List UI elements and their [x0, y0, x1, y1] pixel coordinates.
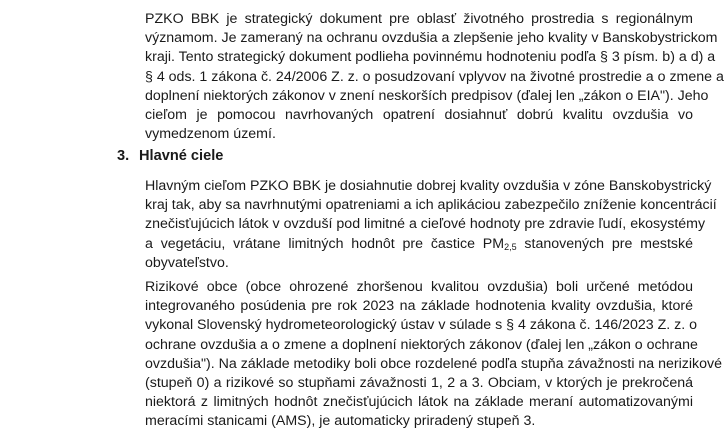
text-line: meracími stanicami (AMS), je automaticky priradený stupeň 3.	[145, 413, 536, 430]
intro-paragraph	[145, 10, 724, 144]
text-line: integrovaného posúdenia pre rok 2023 na základe hodnotenia kvality ovzdušia, ktoré	[145, 298, 693, 315]
text-line: cieľom je pomocou navrhovaných opatrení dosiahnuť dobrú kvalitu ovzdušia vo	[145, 106, 693, 123]
text-line: niektorá z limitných hodnôt znečisťujúcich látok na základe meraní automatizovanými	[145, 394, 693, 411]
text-line: (stupeň 0) a rizikové so stupňami závažnosti 1, 2 a 3. Obciam, v ktorých je prekročená	[145, 374, 693, 391]
text-line: vykonal Slovenský hydrometeorologický ústav v súlade s § 4 zákona č. 146/2023 Z. z. o	[145, 317, 698, 334]
text-line: ovzdušia"). Na základe metodiky boli obce rozdelené podľa stupňa závažnosti na nerizikové	[145, 355, 723, 372]
section-title: Hlavné ciele	[139, 148, 224, 164]
text-fragment: a vegetáciu, vrátane limitných hodnôt pre častice PM	[145, 235, 505, 252]
text-line: významom. Je zameraný na ochranu ovzdušia a zlepšenie jeho kvality v Banskobystrickom	[145, 30, 718, 47]
text-line: Hlavným cieľom PZKO BBK je dosiahnutie dobrej kvality ovzdušia v zóne Banskobystrický	[145, 178, 712, 194]
section-heading	[117, 147, 223, 166]
text-line-with-subscript	[145, 235, 693, 254]
text-line: kraji. Tento strategický dokument podlieha povinnému hodnoteniu podľa § 3 písm. b) a d) a	[145, 49, 716, 66]
text-line: doplnení niektorých zákonov v znení neskorších predpisov (ďalej len „zákon o EIA"). Jeho	[145, 87, 709, 104]
text-line: § 4 ods. 1 zákona č. 24/2006 Z. z. o posudzovaní vplyvov na životné prostredie a o zmene a	[145, 68, 724, 85]
text-line: znečisťujúcich látok v ovzduší pod limitné a cieľové hodnoty pre zdravie ľudí, ekosystémy	[145, 216, 706, 233]
text-line: vymedzenom území.	[145, 126, 276, 143]
goals-paragraph	[145, 177, 717, 273]
text-line: obyvateľstvo.	[145, 254, 229, 271]
text-line: ochrane ovzdušia a o zmene a doplnení niektorých zákonov (ďalej len „zákon o ochrane	[145, 336, 698, 353]
subscript-text: 2,5	[504, 241, 517, 252]
text-line: PZKO BBK je strategický dokument pre oblasť životného prostredia s regionálnym	[145, 11, 693, 27]
text-fragment: stanovených pre mestské	[516, 235, 694, 252]
risk-paragraph	[145, 278, 723, 432]
section-number: 3.	[117, 148, 130, 164]
text-line: kraj tak, aby sa navrhnutými opatreniami a ich aplikáciou zabezpečilo zníženie koncentrácií	[145, 197, 717, 214]
text-line: Rizikové obce (obce ohrozené zhoršenou kvalitou ovzdušia) boli určené metódou	[145, 279, 693, 295]
